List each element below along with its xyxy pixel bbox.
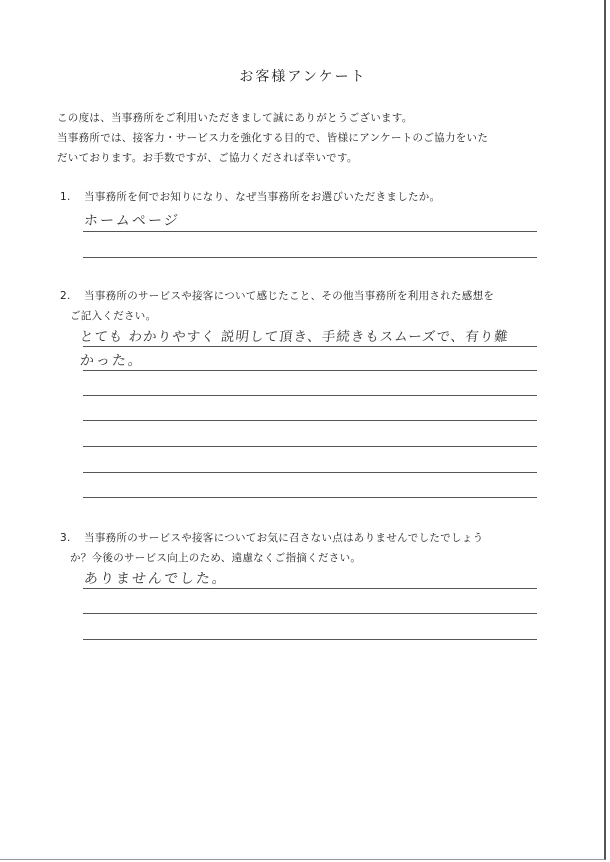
question-3-text-2: か？今後のサービス向上のため、遠慮なくご指摘ください。 [70,552,362,564]
answer-2-line-1 [83,346,537,347]
question-3 [60,528,560,568]
question-1-number: 1. [60,191,71,203]
answer-2-line-5 [83,446,537,447]
answer-1-line-2 [83,257,537,258]
answer-2-line-3 [83,395,537,396]
question-1-text: 当事務所を何でお知りになり、なぜ当事務所をお選びいただきましたか。 [84,191,441,203]
answer-1-handwriting: ホームページ [83,213,181,229]
answer-2-line-6 [83,472,537,473]
question-3-number: 3. [60,532,71,544]
answer-1-line-1 [83,231,537,232]
intro-line-1: この度は、当事務所をご利用いただきまして誠にありがとうございます。 [57,112,413,124]
question-3-text-1: 当事務所のサービスや接客についてお気に召さない点はありませんでしたでしょう [84,532,484,544]
answer-2-handwriting-line-1: とても わかりやすく 説明して頂き、手続きもスムーズで、有り難 [78,329,510,345]
answer-2-line-2 [83,370,537,371]
question-2-text-2: ご記入ください。 [70,310,157,322]
answer-2-line-4 [83,420,537,421]
answer-2-line-7 [83,497,537,498]
answer-2-handwriting-line-2: かった。 [79,353,145,369]
answer-3-line-3 [83,639,537,640]
question-2-number: 2. [60,290,71,302]
answer-3-line-1 [83,588,537,589]
question-2 [60,286,560,326]
question-1 [60,187,560,207]
page-title: お客様アンケート [239,69,367,85]
answer-3-line-2 [83,613,537,614]
question-2-text-1: 当事務所のサービスや接客について感じたこと、その他当事務所を利用された感想を [84,290,495,302]
intro-line-2: 当事務所では、接客力・サービス力を強化する目的で、皆様にアンケートのご協力をいた [57,132,489,144]
intro-text [57,108,557,168]
intro-line-3: だいております。お手数ですが、ご協力くだされば幸いです。 [57,152,358,164]
answer-3-handwriting: ありませんでした。 [83,571,229,587]
